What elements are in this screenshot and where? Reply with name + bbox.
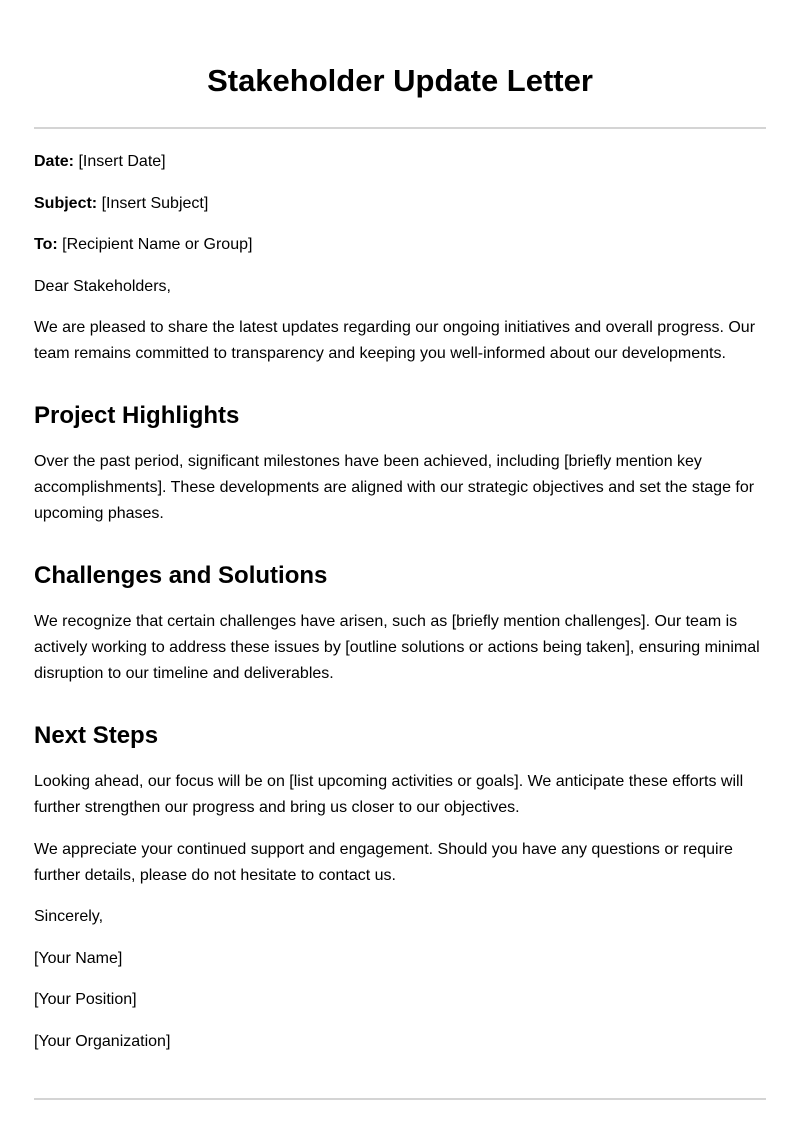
date-line [34,149,766,175]
recipient-line [34,232,766,258]
section-heading-highlights: Project Highlights [34,402,240,429]
section-body-highlights: Over the past period, significant milestones have been achieved, including [briefly mention key accomplishments]. These developments are aligned with our strategic objectives and set the stage for upcoming phases. [34,453,755,522]
section-heading-challenges: Challenges and Solutions [34,562,328,589]
subject-label: Subject: [34,194,98,212]
section-heading-next-steps: Next Steps [34,722,159,749]
section-body-challenges: We recognize that certain challenges have arisen, such as [briefly mention challenges]. Our team is actively working to address these issues by [outline solutions or actions being taken], ensuring minimal disruption to our timeline and deliverables. [34,613,760,682]
signature-organization: [Your Organization] [34,1032,171,1050]
recipient-value: [Recipient Name or Group] [62,236,253,253]
bottom-divider [34,1098,766,1100]
letter-content [34,149,766,1070]
top-divider [34,127,766,129]
date-label: Date: [34,153,75,170]
salutation: Dear Stakeholders, [34,277,171,295]
recipient-label: To: [34,236,58,253]
document-title: Stakeholder Update Letter [207,63,593,98]
intro-paragraph: We are pleased to share the latest updates regarding our ongoing initiatives and overall progress. Our team remains committed to transparency and keeping you well-informed about our developments. [34,319,756,362]
letter-page [34,0,766,1142]
subject-value: [Insert Subject] [101,194,209,212]
date-value: [Insert Date] [78,153,166,170]
closing-paragraph: We appreciate your continued support and engagement. Should you have any questions or require further details, please do not hesitate to contact us. [34,840,733,884]
subject-line [34,191,766,217]
sign-off: Sincerely, [34,908,104,925]
section-body-next-steps: Looking ahead, our focus will be on [list upcoming activities or goals]. We anticipate these efforts will further strengthen our progress and bring us closer to our objectives. [34,773,744,816]
signature-name: [Your Name] [34,949,123,967]
signature-position: [Your Position] [34,991,137,1008]
